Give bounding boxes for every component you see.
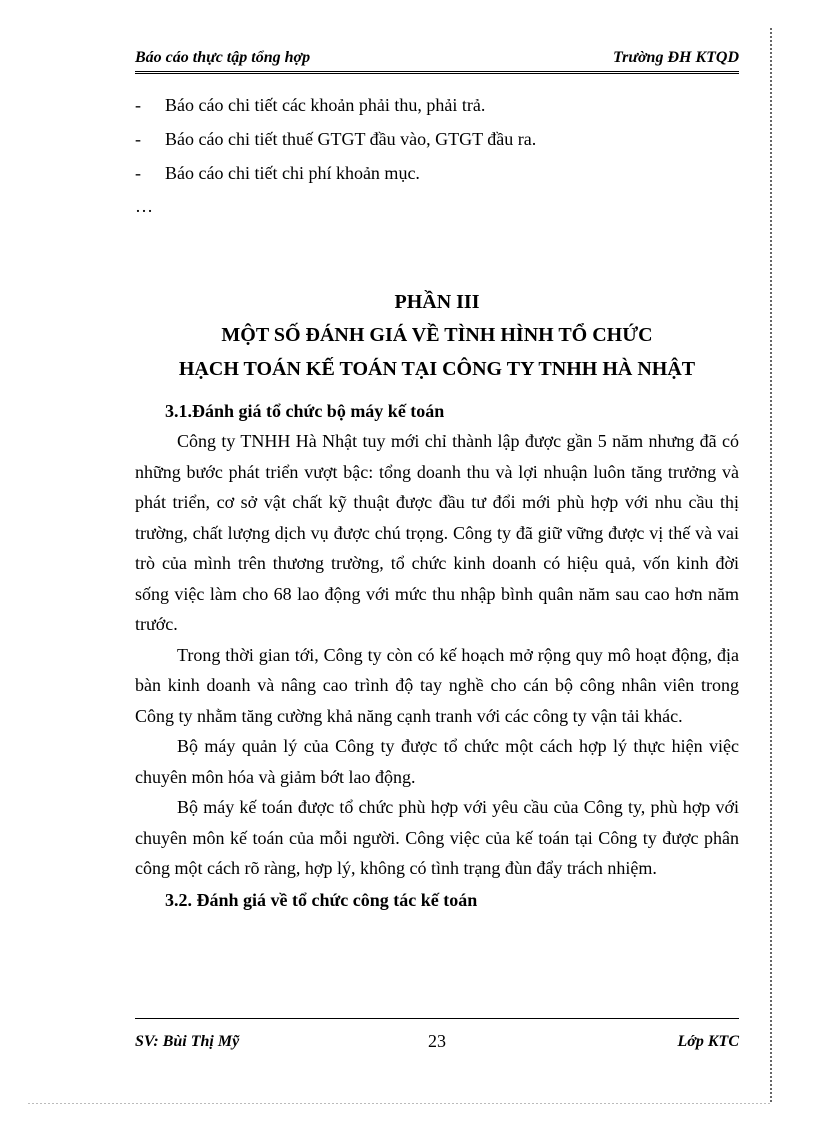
list-item: [135, 160, 739, 194]
list-item: [135, 92, 739, 126]
paragraph: Trong thời gian tới, Công ty còn có kế hoạch mở rộng quy mô hoạt động, địa bàn kinh doanh và nâng cao trình độ tay nghề cho cán bộ công nhân viên trong Công ty nhằm tăng cường khả năng cạnh tranh với các công ty vận tải khác.: [135, 644, 739, 726]
part-label: PHẦN III: [394, 291, 480, 313]
part-title-line-1: MỘT SỐ ĐÁNH GIÁ VỀ TÌNH HÌNH TỔ CHỨC: [221, 324, 653, 346]
paragraph: Bộ máy kế toán được tổ chức phù hợp với yêu cầu của Công ty, phù hợp với chuyên môn kế toán của mỗi người. Công việc của kế toán tại Công ty được phân công một cách rõ ràng, hợp lý, không có tình trạng đùn đẩy trách nhiệm.: [135, 797, 739, 878]
section-heading-3-2: 3.2. Đánh giá về tổ chức công tác kế toán: [165, 889, 478, 910]
page-number: 23: [428, 1031, 446, 1051]
header-university: Trường ĐH KTQD: [612, 49, 739, 66]
page-border-bottom: [28, 1103, 772, 1104]
page-footer: [135, 1018, 739, 1059]
page-border-right: [770, 28, 772, 1103]
footer-student-name: SV: Bùi Thị Mỹ: [135, 1033, 240, 1050]
ellipsis: …: [135, 196, 153, 216]
bullet-text: Báo cáo chi tiết chi phí khoản mục.: [165, 163, 420, 183]
list-item: [135, 126, 739, 160]
bullet-marker: -: [135, 129, 141, 149]
section-heading-3-1: 3.1.Đánh giá tổ chức bộ máy kế toán: [165, 401, 445, 421]
page-header: [135, 47, 739, 74]
bullet-marker: -: [135, 95, 141, 115]
footer-class: Lớp KTC: [677, 1033, 739, 1050]
part-title-line-2: HẠCH TOÁN KẾ TOÁN TẠI CÔNG TY TNHH HÀ NHẬT: [178, 358, 696, 380]
paragraph: Bộ máy quản lý của Công ty được tổ chức một cách hợp lý thực hiện việc chuyên môn hóa và giảm bớt lao động.: [135, 736, 739, 787]
bullet-text: Báo cáo chi tiết các khoản phải thu, phải trả.: [165, 95, 486, 115]
bullet-text: Báo cáo chi tiết thuế GTGT đầu vào, GTGT đầu ra.: [165, 129, 537, 149]
page-content: [135, 92, 739, 916]
paragraph: Công ty TNHH Hà Nhật tuy mới chỉ thành lập được gần 5 năm nhưng đã có những bước phát triển vượt bậc: tổng doanh thu và lợi nhuận luôn tăng trưởng và phát triển, cơ sở vật chất kỹ thuật được đầu tư đổi mới phù hợp với nhu cầu thị trường, chất lượng dịch vụ được chú trọng. Công ty đã giữ vững được vị thế và vai trò của mình trên thương trường, tổ chức kinh doanh có hiệu quả, vốn kinh đời sống việc làm cho 68 lao động với mức thu nhập bình quân năm sau cao hơn năm trước.: [135, 431, 739, 634]
bullet-marker: -: [135, 163, 141, 183]
header-report-title: Báo cáo thực tập tổng hợp: [135, 49, 311, 66]
